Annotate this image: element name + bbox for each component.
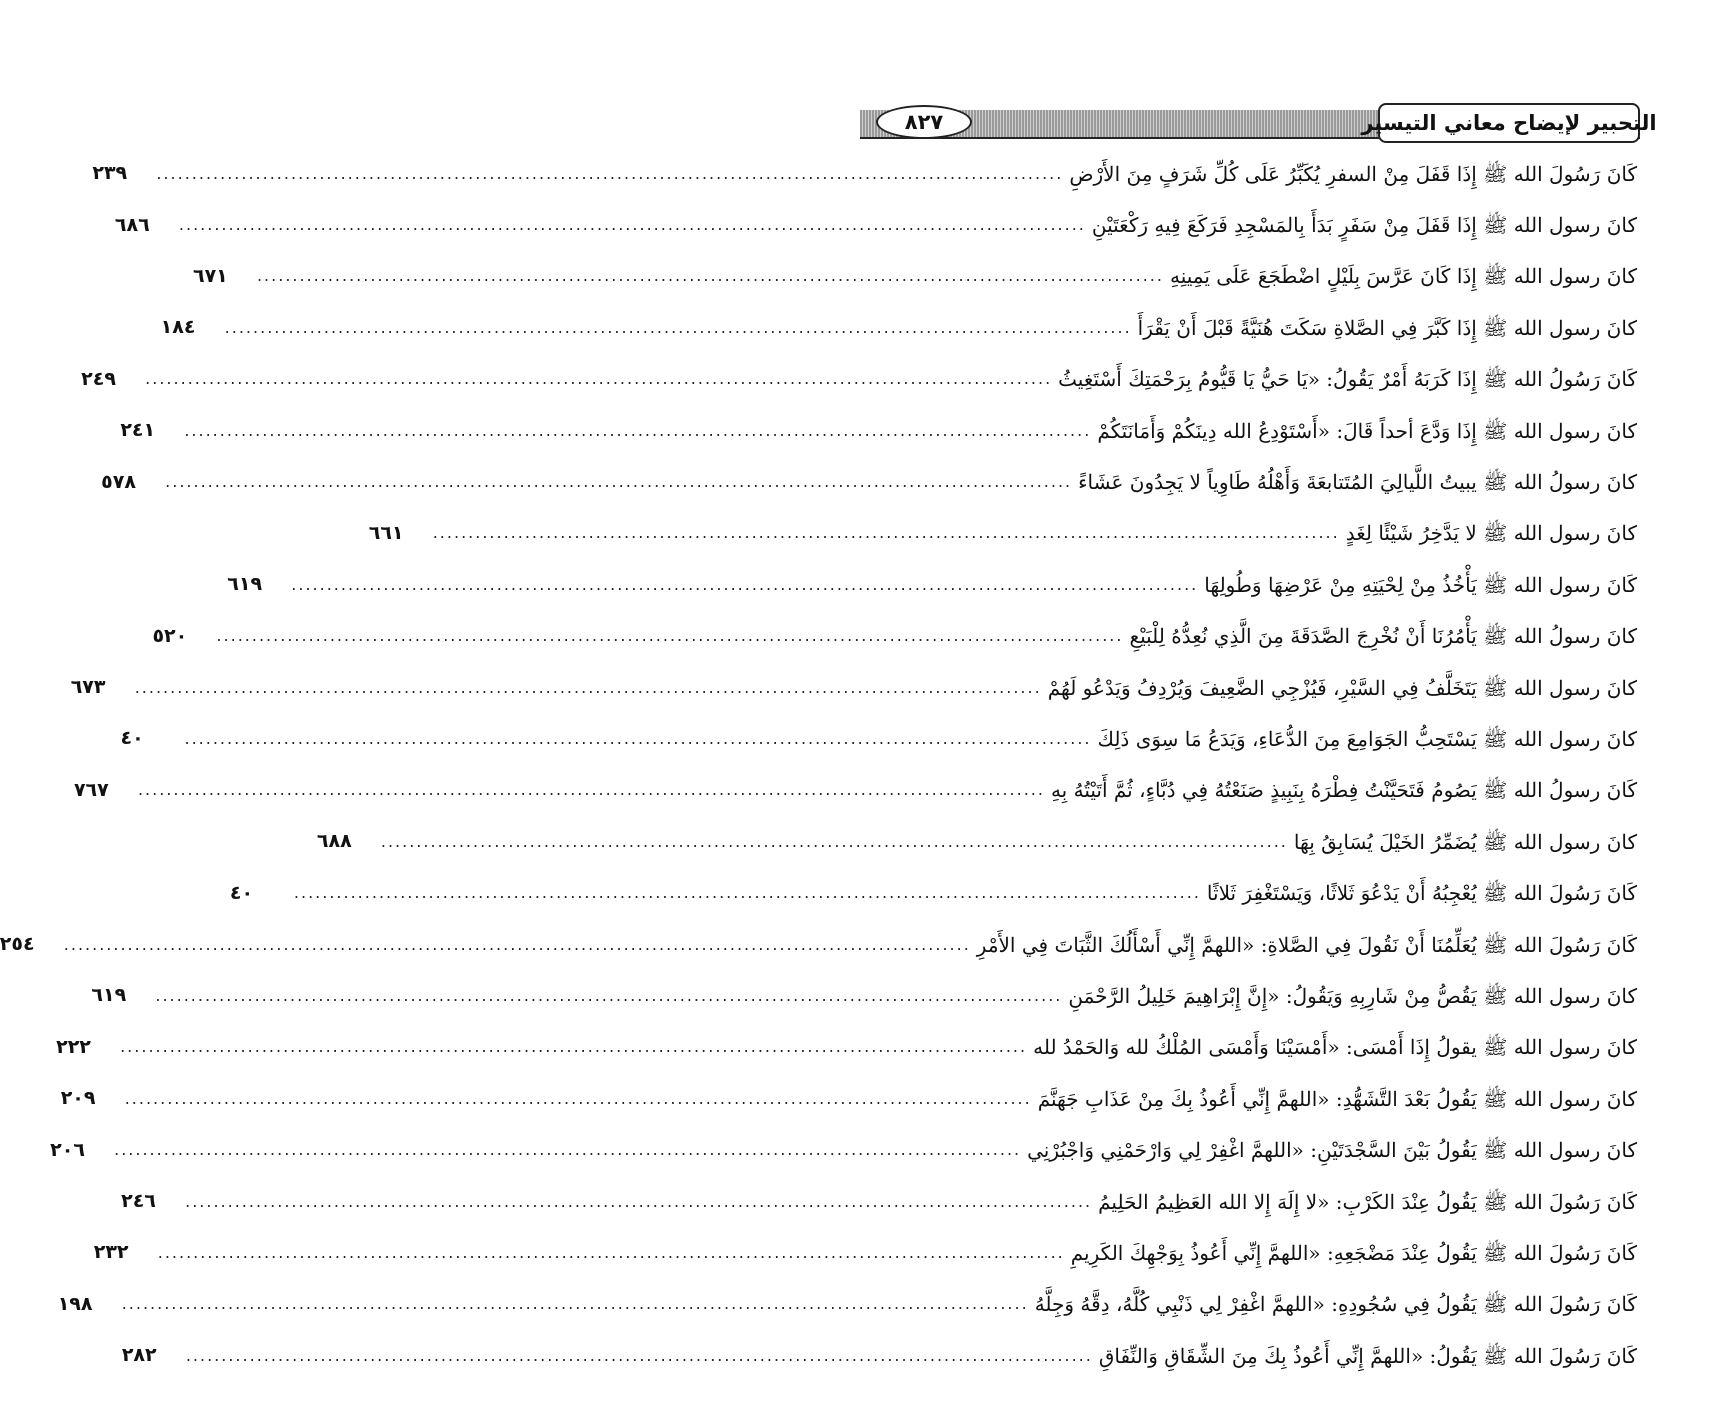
- entry-text: كانَ رسول الله ﷺ إِذَا كَانَ عَرَّسَ بِلَيْلٍ اضْطَجَعَ عَلَى يَمِينِهِ: [1169, 264, 1637, 289]
- leader-dots: [145, 371, 1052, 387]
- entry-page-number: ٦١٩: [227, 573, 263, 596]
- entry-page-number: ٢٤٦: [121, 1190, 156, 1212]
- index-entry: [368, 508, 1637, 559]
- entry-text: كانَ رسولُ الله ﷺ يَأْمُرُنَا أَنْ نُخْرِجَ الصَّدَقَةَ مِنَ الَّذِي نُعِدُّهُ لِلْبَيْعِ: [1129, 624, 1637, 649]
- index-entry: [0, 919, 1637, 970]
- entry-text: كانَ رسول الله ﷺ يَقُصُّ مِنْ شَارِبِهِ وَيَقُولُ: «إِنَّ إِبْرَاهِيمَ خَلِيلُ الرَّحْمَنِ: [1068, 983, 1637, 1008]
- entry-page-number: ٧٦٧: [73, 778, 109, 801]
- entry-page-number: ٢٤١: [120, 419, 156, 442]
- entry-text: كانَ رسول الله ﷺ لا يَدَّخِرُ شَيْئًا لِغَدٍ: [1345, 521, 1637, 546]
- entry-page-number: ٥٧٨: [101, 470, 136, 493]
- index-entry: [114, 199, 1637, 250]
- entry-text: كانَ رسول الله ﷺ إِذَا قَفَلَ مِنْ سَفَرٍ بَدَأَ بِالمَسْجِدِ فَرَكَعَ فِيهِ رَكْعَتَيْنِ: [1091, 213, 1637, 238]
- index-entry: [227, 559, 1637, 610]
- index-entry: [92, 148, 1637, 199]
- leader-dots: [294, 885, 1201, 901]
- leader-dots: [184, 423, 1091, 439]
- leader-dots: [138, 782, 1045, 798]
- entry-text: كَانَ رَسُولَ الله ﷺ يَقُولُ: «اللهمَّ إِنِّي أَعُوذُ بِكَ مِنَ الشِّقَاقِ وَالنِّفَاقِ: [1098, 1343, 1637, 1368]
- index-entry: [120, 713, 1637, 764]
- entry-text: كانَ رسول الله ﷺ يَسْتَحِبُّ الجَوَامِعَ مِنَ الدُّعَاءِ، وَيَدَعُ مَا سِوَى ذَلِكَ: [1097, 726, 1637, 751]
- entry-page-number: ٢٥٤: [0, 933, 35, 956]
- leader-dots: [179, 217, 1086, 233]
- leader-dots: [381, 834, 1288, 850]
- entry-text: كَانَ رسول الله ﷺ يَأْخُذُ مِنْ لِحْيَتِهِ مِنْ عَرْضِهَا وَطُولِهَا: [1204, 572, 1637, 597]
- index-entry: [56, 1022, 1637, 1073]
- index-entry: [160, 302, 1637, 353]
- index-entry: [93, 1227, 1637, 1278]
- entry-text: كانَ رسول الله ﷺ إِذَا وَدَّعَ أحداً قَالَ: «أَسْتَوْدِعُ الله دِينَكُمْ وَأَمَانَتَكُمْ: [1097, 418, 1637, 443]
- entry-page-number: ٤٠: [229, 881, 254, 904]
- index-entry: [120, 405, 1637, 456]
- index-entry: [192, 251, 1637, 302]
- index-entry: [316, 816, 1637, 867]
- entry-text: كانَ رسول الله ﷺ يقولُ إِذَا أَمْسَى: «أَمْسَيْنَا وَأَمْسَى المُلْكُ لله وَالحَمْدُ لله: [1033, 1035, 1637, 1060]
- entry-page-number: ٢٣٢: [93, 1241, 129, 1264]
- entry-page-number: ١٨٤: [160, 316, 196, 339]
- leader-dots: [114, 1142, 1021, 1158]
- leader-dots: [165, 474, 1072, 490]
- index-entry: [229, 867, 1637, 918]
- entry-page-number: ٦٨٦: [114, 213, 150, 236]
- index-entry: [121, 1176, 1637, 1227]
- index-entry: [70, 662, 1637, 713]
- leader-dots: [433, 525, 1340, 541]
- entry-page-number: ٢٣٩: [92, 162, 128, 185]
- leader-dots: [64, 937, 971, 953]
- entry-text: كَانَ رَسُولُ الله ﷺ إِذَا كَرَبَهُ أَمْرٌ يَقُولُ: «يَا حَيُّ يَا قَيُّومُ بِرَحْمَتِكَ أَسْتَغِيثُ: [1058, 367, 1637, 392]
- entry-page-number: ٦٨٨: [316, 830, 352, 853]
- entry-text: كانَ رسولُ الله ﷺ يبيتُ اللَّيالِيَ المُتَتابعَةَ وَأَهْلُهُ طَاوِياً لا يَجِدُونَ عَشَاءً: [1078, 470, 1637, 495]
- page-number: ٨٢٧: [876, 105, 972, 139]
- entry-page-number: ٢٨٢: [121, 1344, 157, 1367]
- entry-page-number: ٦١٩: [91, 984, 127, 1007]
- entry-text: كانَ رسول الله ﷺ يُضَمِّرُ الخَيْلَ يُسَابِقُ بِهَا: [1293, 829, 1637, 854]
- index-entry: [81, 354, 1637, 405]
- index-entry: [50, 1124, 1637, 1175]
- entry-text: كانَ رسول الله ﷺ يَقُولُ بَعْدَ التَّشَهُّدِ: «اللهمَّ إِنِّي أَعُوذُ بِكَ مِنْ عَذَابِ جَهَنَّمَ: [1037, 1086, 1637, 1111]
- entry-text: كَانَ رَسُولَ الله ﷺ يَقُولُ عِنْدَ الكَرْبِ: «لا إِلَهَ إِلا الله العَظِيمُ الحَلِيمُ: [1098, 1189, 1637, 1214]
- leader-dots: [120, 1039, 1027, 1055]
- book-title: التحبير لإيضاح معاني التيسير: [1378, 103, 1640, 143]
- leader-dots: [185, 1194, 1092, 1210]
- index-entry: [60, 1073, 1637, 1124]
- entry-page-number: ٤٠: [120, 727, 144, 750]
- entry-page-number: ٥٢٠: [152, 624, 188, 647]
- leader-dots: [122, 1296, 1029, 1312]
- entry-page-number: ٢٢٢: [56, 1035, 91, 1058]
- index-entry: [91, 970, 1637, 1021]
- entry-text: كَانَ رَسُولَ الله ﷺ يُعْجِبُهُ أَنْ يَدْعُوَ ثَلاثًا، وَيَسْتَغْفِرَ ثَلاثًا: [1206, 881, 1637, 906]
- leader-dots: [225, 320, 1132, 336]
- leader-dots: [158, 1245, 1065, 1261]
- entry-text: كانَ رسول الله ﷺ إِذَا كَبَّرَ فِي الصَّلاةِ سَكَتَ هُنَيَّةً قَبْلَ أَنْ يَقْرَأَ: [1137, 315, 1637, 340]
- entry-text: كَانَ رَسُولَ الله ﷺ إِذَا قَفَلَ مِنْ السفرِ يُكَبِّرُ عَلَى كُلِّ شَرَفٍ مِنَ الأَرْضِ: [1069, 161, 1637, 186]
- running-header: [860, 103, 1657, 145]
- entry-page-number: ٢٤٩: [81, 367, 116, 390]
- index-entry: [57, 1279, 1637, 1330]
- entry-page-number: ٢٠٩: [60, 1087, 96, 1110]
- leader-dots: [135, 680, 1042, 696]
- leader-dots: [125, 1091, 1032, 1107]
- entry-page-number: ٢٠٦: [50, 1138, 85, 1161]
- leader-dots: [291, 577, 1198, 593]
- entry-text: كَانَ رَسُولَ الله ﷺ يُعَلِّمُنَا أَنْ نَقُولَ فِي الصَّلاةِ: «اللهمَّ إِنِّي أَسْأَلُكَ الثَّبَاتَ فِي الأَمْرِ: [976, 932, 1637, 957]
- entry-text: كَانَ رَسُولَ الله ﷺ يَقُولُ عِنْدَ مَضْجَعِهِ: «اللهمَّ إِنِّي أَعُوذُ بِوَجْهِكَ الكَرِيمِ: [1070, 1240, 1637, 1265]
- leader-dots: [186, 1348, 1093, 1364]
- hadith-index: [0, 148, 1637, 1381]
- leader-dots: [184, 731, 1091, 747]
- index-entry: [101, 456, 1637, 507]
- entry-page-number: ٦٧١: [192, 264, 228, 287]
- entry-page-number: ٦٧٣: [70, 676, 106, 699]
- leader-dots: [257, 268, 1164, 284]
- entry-page-number: ١٩٨: [57, 1292, 93, 1315]
- index-entry: [73, 765, 1637, 816]
- entry-page-number: ٦٦١: [368, 521, 404, 544]
- index-entry: [121, 1330, 1637, 1381]
- entry-text: كانَ رسول الله ﷺ يَقُولُ بَيْنَ السَّجْدَتَيْنِ: «اللهمَّ اغْفِرْ لِي وَارْحَمْنِي وَاجْبُرْنِي: [1027, 1138, 1637, 1163]
- index-entry: [152, 611, 1637, 662]
- entry-text: كَانَ رسولُ الله ﷺ يَصُومُ فَتَحَيَّنْتُ فِطْرَهُ بِنَبِيذٍ صَنَعْتُهُ فِي دُبَّاءٍ، ثُمَّ أَتَيْتُهُ بِهِ: [1050, 778, 1637, 803]
- leader-dots: [156, 166, 1063, 182]
- leader-dots: [216, 628, 1123, 644]
- entry-text: كَانَ رَسُولَ الله ﷺ يَقُولُ فِي سُجُودِهِ: «اللهمَّ اغْفِرْ لِي ذَنْبِي كُلَّهُ، دِقَّهُ وَجِلَّهُ: [1034, 1292, 1637, 1317]
- entry-text: كانَ رسول الله ﷺ يَتَخَلَّفُ فِي السَّيْرِ، فَيُزْجِي الضَّعِيفَ وَيُرْدِفُ وَيَدْعُو لَهُمْ: [1047, 675, 1637, 700]
- leader-dots: [155, 988, 1062, 1004]
